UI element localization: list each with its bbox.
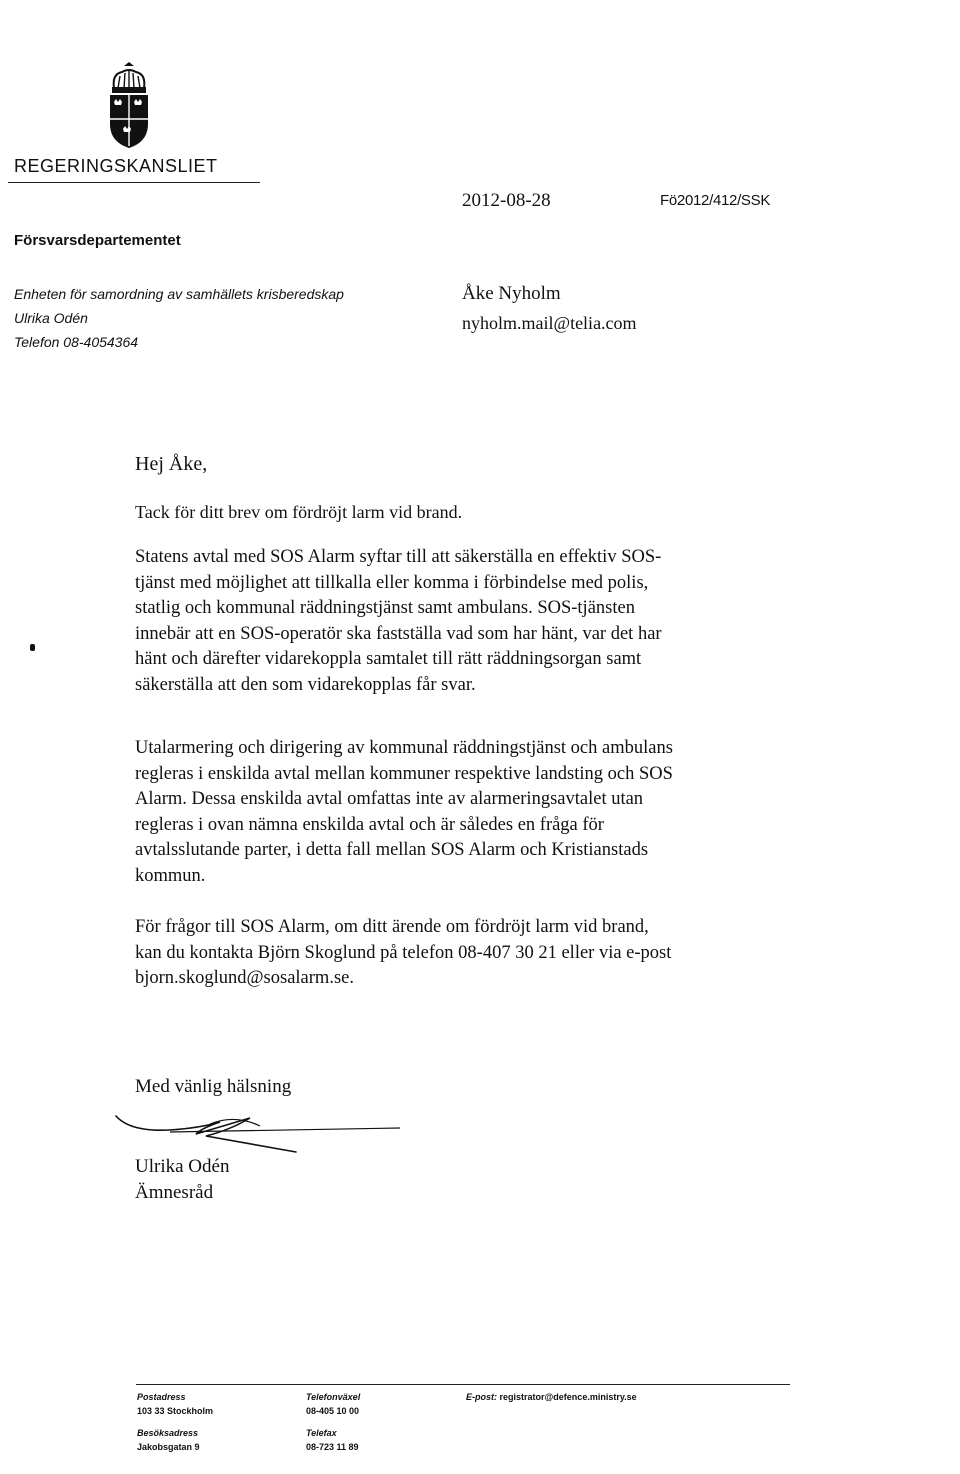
signer-title: Ämnesråd [135,1182,214,1203]
handwritten-signature-icon [110,1108,410,1158]
footer-phone-value: 08-405 10 00 [306,1406,360,1416]
footer-visit-value: Jakobsgatan 9 [137,1442,200,1452]
recipient-email: nyholm.mail@telia.com [462,313,637,333]
paragraph-2 [135,736,815,889]
paragraph-line: För frågor till SOS Alarm, om ditt ärende om fördröjt larm vid brand, [135,917,649,937]
sender-name: Ulrika Odén [14,310,88,326]
closing-salutation: Med vänlig hälsning [135,1076,292,1097]
sender-unit: Enheten för samordning av samhällets krisberedskap [14,286,344,302]
footer-postal-value: 103 33 Stockholm [137,1406,214,1416]
footer-postal-label: Postadress [137,1392,186,1402]
sender-department: Försvarsdepartementet [14,232,181,249]
punch-mark [30,644,35,651]
footer-email-label: E-post: [466,1392,497,1402]
footer-email-value: registrator@defence.ministry.se [499,1392,637,1402]
paragraph-3 [135,915,815,992]
paragraph-line: Utalarmering och dirigering av kommunal räddningstjänst och ambulans [135,738,673,758]
paragraph-line: regleras i enskilda avtal mellan kommuner respektive landsting och SOS [135,763,673,784]
greeting: Hej Åke, [135,453,208,475]
paragraph-line: säkerställa att den som vidarekopplas får svar. [135,674,476,695]
paragraph-line: innebär att en SOS-operatör ska fastställa vad som har hänt, var det har [135,623,662,644]
footer-email [466,1392,637,1402]
paragraph-line: Statens avtal med SOS Alarm syftar till att säkerställa en effektiv SOS- [135,547,662,567]
sender-phone: Telefon 08-4054364 [14,334,139,350]
reference-number: Fö2012/412/SSK [660,192,771,209]
thanks-line: Tack för ditt brev om fördröjt larm vid brand. [135,502,463,522]
paragraph-line: bjorn.skoglund@sosalarm.se. [135,968,354,988]
header-rule [8,182,260,183]
footer-phone-label: Telefonväxel [306,1392,361,1402]
paragraph-line: tjänst med möjlighet att tillkalla eller komma i förbindelse med polis, [135,572,649,593]
recipient-name: Åke Nyholm [462,283,561,304]
paragraph-line: hänt och därefter vidarekoppla samtalet till rätt räddningsorgan samt [135,649,642,669]
paragraph-line: kommun. [135,865,206,886]
paragraph-line: avtalsslutande parter, i detta fall mellan SOS Alarm och Kristianstads [135,840,649,860]
paragraph-line: statlig och kommunal räddningstjänst samt ambulans. SOS-tjänsten [135,598,635,618]
paragraph-line: kan du kontakta Björn Skoglund på telefon 08-407 30 21 eller via e-post [135,942,672,963]
paragraph-line: Alarm. Dessa enskilda avtal omfattas inte av alarmeringsavtalet utan [135,789,644,809]
footer-rule [136,1384,790,1385]
organization-name: REGERINGSKANSLIET [14,156,218,176]
footer-fax-value: 08-723 11 89 [306,1442,359,1452]
footer-fax-label: Telefax [306,1428,337,1438]
paragraph-line: regleras i ovan nämna enskilda avtal och är således en fråga för [135,814,604,835]
swedish-royal-crest-icon [104,62,154,150]
footer-visit-label: Besöksadress [137,1428,199,1438]
paragraph-1 [135,545,815,698]
signer-name: Ulrika Odén [135,1156,230,1177]
letter-date: 2012-08-28 [462,190,551,211]
